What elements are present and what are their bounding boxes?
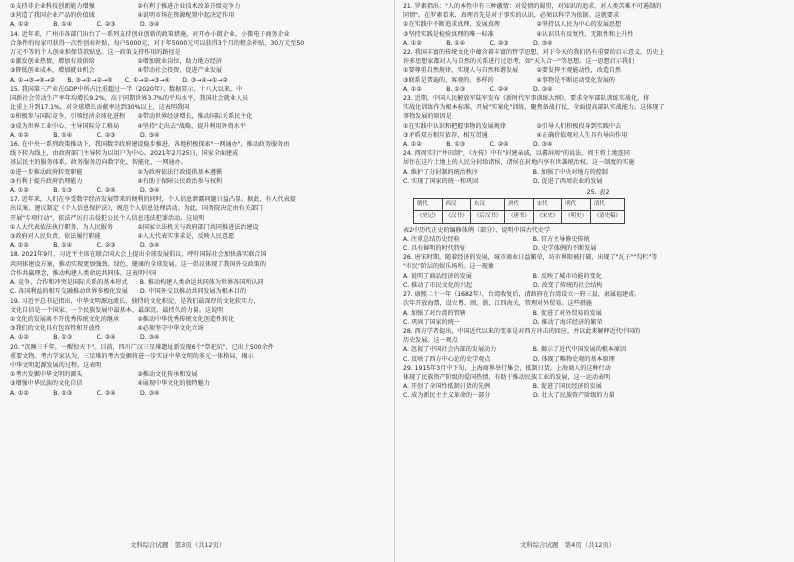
table-cell: 《唐书》 xyxy=(505,211,534,223)
question-text-line: 历史发展。这一观点 xyxy=(403,337,458,345)
page-footer-right: 文科综合试题 第4页（共12页） xyxy=(520,541,616,549)
table-cell: 《汉书》 xyxy=(442,211,471,223)
question-text-line: A. ①② B. ①④ C. ②③ D. ③④ xyxy=(10,131,160,139)
question-text-line: 23. 近期，中国人民解放军陆军发布《新时代军事训练大纲》，要求全军部队训练实战化，将 xyxy=(403,95,650,103)
question-text-line: C. 具有鲜明的时代特征 D. 史学体例的不断发展 xyxy=(403,245,597,253)
question-text-line: A. 注重总结历史经验 B. 官方主导修史传统 xyxy=(403,235,590,243)
question-text-line: 表2中历代正史的编修体例（部分），说明中国古代史学 xyxy=(403,226,551,234)
table-caption: 表2 xyxy=(598,188,610,197)
question-text-line: ①激发创业热情，增加有效供给 ②增加就业岗位，助力地方经济 xyxy=(10,58,223,66)
question-text-line: 17. 近年来，人们在享受数字经济发展带来的便利的同时，个人信息泄露问题日益凸显。据此，有人代表提 xyxy=(10,196,296,204)
question-text-line: 文化自信是一个国家、一个民族发展中最基本、最深沉、最持久的力量。这说明 xyxy=(10,306,224,314)
question-text-line: 28. 西方学者提出，中国近代以来的变革是对西方冲击的回应，并以此来解释近代中国的 xyxy=(403,327,641,335)
question-text-line: 21. 罗素指出："人的本性中有三种激情：对爱情的渴望，对知识的追求，对人类苦难不可遏制的 xyxy=(403,3,662,10)
question-text-line: 次年开放海禁，设立粤、闽、浙、江四海关，管理对外贸易。这些措施 xyxy=(403,300,592,308)
question-text-line: ③我们的文化具有包容性和开放性 ④必须坚守中华文化立场 xyxy=(10,325,204,333)
question-text-line: "市民"阶层的娱乐场所。这一现象 xyxy=(403,263,494,271)
table-cell: 唐代 xyxy=(505,199,534,211)
question-text-line: A. ①② B. ①③ C. ②④ D. ③④ xyxy=(10,334,160,342)
question-text-line: A. ①② B. ①③ C. ②④ D. ③④ xyxy=(403,141,553,149)
question-text-line: 共同体建设方案，推动实现更加强劲、绿色、健康的全球发展。这一倡议体现了我国外交政策的 xyxy=(10,260,266,268)
question-text-line: A. 维护了分封制的统治秩序 B. 加强了中央对地方的控制 xyxy=(403,168,608,176)
question-text-line: 比重上升到17.1%，对全球增长贡献率达到30%以上，这表明我国 xyxy=(10,104,190,112)
question-text-line: 万元不等的个人创业担保贷款贴息。这一政策支持作用的路径是 xyxy=(10,49,181,57)
question-text-line: ①要尊重自然规律，实现人与自然和谐发展 ②要发挥主观能动性，改造自然 xyxy=(403,67,622,75)
question-text-line: 许多思想家都对人与自然的关系进行过思考，如"天人合一"等思想。这一思想启示我们 xyxy=(403,58,635,66)
question-text-line: 16. 在中央一系列政策推动下，我国数字政府建设稳步推进，各地积极探索"一网通办"，推动政务服务由 xyxy=(10,141,290,149)
history-table xyxy=(413,198,625,223)
question-text-line: ③有利于提升政府治理能力 ④有助于保障公民政治参与权利 xyxy=(10,177,223,185)
question-text-line: 同情"。在罗素看来，真理首先是对于事实的认识，必须以科学为依据。这就要求 xyxy=(403,12,620,20)
question-text-line: 20. "沉睡三千年，一醒惊天下"。目前，四川广汉三星堆遗址新发现6个"祭祀坑"，已出土500余件 xyxy=(10,343,274,351)
question-number-25: 25. xyxy=(586,188,597,197)
question-text-line: ③联系是普遍的、客观的、多样的 ④事物是不断运动变化发展的 xyxy=(403,76,616,84)
question-text-line: 中华文明起源发展的过程。这表明 xyxy=(10,361,102,369)
question-text-line: ③成为世界工业中心，主导国际分工格局 ④坚持"走出去"战略，提升利用外资水平 xyxy=(10,122,246,130)
question-text-line: 15. 我国第三产业在GDP中所占比重超过一半（2020年）。数据显示，十八大以来，中 xyxy=(10,85,243,93)
table-cell: 西汉 xyxy=(442,199,471,211)
question-text-line: C. 巩固了国家的统一 D. 推动了海洋经济的繁荣 xyxy=(403,318,603,326)
question-text-line: 重要文物。考古学家认为，三星堆的考古发掘将进一步实证中华文明的多元一体格局，揭示 xyxy=(10,352,254,360)
question-text-line: 14. 近年来，广州市各部门出台了一系列支持创业创新的政策措施，对开办小微企业、小微电子商务企业 xyxy=(10,30,290,38)
question-text-line: 29. 1915年3月中下旬，上海商界举行集会，抵制日货。上海商人的这种行动 xyxy=(403,364,611,372)
table-row-content xyxy=(414,211,625,223)
question-text-line: A. 竞争、合作和冲突是国际关系的基本形式 B. 推动构建人类命运共同体为世界各国所认同 xyxy=(10,279,264,287)
question-text-line: A. 说明了商品经济的发展 B. 反映了城市功能的变化 xyxy=(403,272,602,280)
question-text-line: A. ①② B. ①③ C. ②④ D. ③④ xyxy=(10,187,160,195)
question-text-line: A. 忽视了中国社会内部的发展动力 B. 揭示了近代中国发展的根本原因 xyxy=(403,346,627,354)
question-text-line: 合作共赢理念，推动构建人类命运共同体。这表明中国 xyxy=(10,269,157,277)
question-text-line: 体现了民族资产阶级的爱国热情，有助于推动民族工业的发展，这一运动表明 xyxy=(403,373,611,381)
question-text-line: A. 开创了全国性抵制日货的先例 B. 促进了国民经济的发展 xyxy=(403,383,602,391)
question-text-line: 合条件的每家可获得一次性创业补贴，每户5000元，对于年5000元可以获得3个月的租金补贴，30万元至50 xyxy=(10,39,305,47)
question-text-line: 基层民主的服务体系，政务服务迈向数字化、智能化、一网通办。 xyxy=(10,159,187,167)
table-cell: 《后汉书》 xyxy=(471,211,505,223)
question-text-line: A. ①② B. ①④ C. ②③ D. ③④ xyxy=(10,242,160,250)
question-text-line: ③降低创业成本，增加就业机会 ④带动社会投资，促进产业发展 xyxy=(10,67,223,75)
table-cell: 明代 xyxy=(562,199,591,211)
question-text-line: 居住在这片土地上的人民分封给诸侯，诸侯在封地内享有世袭统治权。这一制度的实施 xyxy=(403,159,635,167)
right-questions-21-24 xyxy=(403,2,773,186)
table-row-header xyxy=(414,199,625,211)
question-text-line: 24. 西周实行"井田制"，《左传》中有"封建亲戚，以蕃屏周"的说法。周王将土地连同 xyxy=(403,150,630,158)
question-text-line: A. ①② B. ①④ C. ②③ D. ③④ xyxy=(403,39,553,47)
question-text-line: 出议案，建议制定《个人信息保护法》，规范个人信息处理活动。为此，国务院决定由有关部门 xyxy=(10,205,263,213)
question-text-line: A. ①② B. ①④ C. ②③ D. ③④ xyxy=(10,21,160,29)
table-cell: 清代 xyxy=(590,199,624,211)
question-text-line: A. ①② B. ①③ C. ②④ D. ③④ xyxy=(10,389,160,397)
question-text-line: 国新社会劳动生产率年均增长9.2%，高于同期世界3.7%的平均水平，我国社会就业人员 xyxy=(10,95,249,103)
page-footer-left: 文科综合试题 第3页（共12页） xyxy=(130,541,226,549)
question-text-line: ①在实践中认识和把握事物的发展规律 ②引导人们积极投身到实践中去 xyxy=(403,122,622,130)
question-text-line: ①进一步推动政府转变职能 ②为政府依法行政提供基本遵循 xyxy=(10,168,223,176)
question-text-line: C. 实现了国家的统一和巩固 D. 促进了西周农业的发展 xyxy=(403,177,603,185)
question-text-line: ③增强中华民族的文化自信 ④展现中华文化的独特魅力 xyxy=(10,380,210,388)
question-text-line: ①支持非企业科技创新能力增强 ②有利于推进企业技术改革升级竞争力 xyxy=(10,3,241,10)
table-title xyxy=(413,188,773,197)
question-text-line: 开展"专项行动"，依法严厉打击侵犯公民个人信息违法犯罪活动。这说明 xyxy=(10,214,205,222)
question-text-line: C. 推动了市民文化的兴起 D. 改变了传统的社会结构 xyxy=(403,281,603,289)
question-text-line: ①考古发掘中华文明的源头 ②推动文化传承和发展 xyxy=(10,371,198,379)
table-cell: 《史记》 xyxy=(414,211,443,223)
question-text-line: A. ①② B. ①③ C. ②④ D. ③④ xyxy=(403,85,553,93)
question-text-line: C. 成为新民主主义革命的一部分 D. 壮大了民族资产阶级的力量 xyxy=(403,392,615,400)
table-cell: 《清史稿》 xyxy=(590,211,624,223)
question-text-line: A. ①→③→④→② B. ③→①→②→④ C. ①→②→③→④ D. ③→④→①→② xyxy=(10,76,228,84)
question-text-line: ③政府对人民负责，依法履行职能 ④人大代表实事求是，反映人民意愿 xyxy=(10,233,235,241)
page-divider xyxy=(394,0,395,562)
table-cell: 朝代 xyxy=(414,199,443,211)
question-text-line: 实战化训练作为根本标准，开展"实案化"训练，聚焦备战打仗，全面提高部队实战能力。这体现了 xyxy=(403,104,665,112)
question-text-line: 26. 唐宋时期，随着经济的发展，城市商业日益繁荣，坊市界限被打破，出现了"瓦子""勾栏"等 xyxy=(403,254,658,262)
question-text-line: ③营造了我国企业产品的价值域 ④说明市场在资源配置中起决定作用 xyxy=(10,12,235,20)
right-page-column xyxy=(403,2,773,538)
table-cell: 《明史》 xyxy=(562,211,591,223)
question-text-line: C. 反映了西方中心论的史学观点 D. 体现了唯物史观的基本原理 xyxy=(403,355,615,363)
question-text-line: ③矛盾双方相互依存、相互贯通 ④正确价值观对人生具有导向作用 xyxy=(403,131,628,139)
question-text-line: ①文化的发展离不开优秀传统文化的继承 ②推动中华优秀传统文化创造性转化 xyxy=(10,315,235,323)
question-text-line: 事物发展的原因是 xyxy=(403,113,452,121)
question-text-line: 线下转为线上，由政府部门主导转为以用户为中心。2021年2月25日，国家全面建成 xyxy=(10,150,239,158)
question-text-line: ①积极参与国际竞争，引领经济全球化进程 ②带动世界经济增长，推动国际关系民主化 xyxy=(10,113,253,121)
question-text-line: A. 加强了对台湾的管辖 B. 促进了对外贸易的发展 xyxy=(403,309,602,317)
question-text-line: 18. 2021年9月，习近平主席在联合国大会上提出全球发展倡议，呼吁国际社会加快落实联合国 xyxy=(10,251,267,259)
question-text-line: 22. 我国丰富的传统文化中蕴含着丰富的哲学思想，对于今天的我们仍有重要的启示意义。历史上 xyxy=(403,49,665,57)
left-page-column xyxy=(10,2,380,538)
question-text-line: C. 各国利益的相互交融推动世界多极化发展 D. 中国外交以推动共同发展为根本目的 xyxy=(10,288,247,296)
table-cell: 宋代 xyxy=(533,199,562,211)
question-text-line: 19. 习近平总书记指出，中华文明源远流长，独特的文化积淀，是我们最深厚的文化软实力， xyxy=(10,297,260,305)
question-text-line: ③坚持实践是检验真理的唯一标准 ④认识具有反复性、无限性和上升性 xyxy=(403,30,634,38)
question-text-line: ①在实践中不断追求真理，发展真理 ②坚持以人民为中心的发展思想 xyxy=(403,21,622,29)
table-cell: 东汉 xyxy=(471,199,505,211)
question-25-table-block xyxy=(413,188,773,224)
question-text-line: 27. 康熙二十一年（1682年），台湾收复后，清政府在台湾设立一府三县，隶属福建省。 xyxy=(403,291,641,299)
right-questions-25-29 xyxy=(403,226,773,401)
table-cell: 《宋史》 xyxy=(533,211,562,223)
question-text-line: ①人大代表依法执行职务，为人民服务 ②国家立法机关与政府部门共同推进法治建设 xyxy=(10,223,259,231)
